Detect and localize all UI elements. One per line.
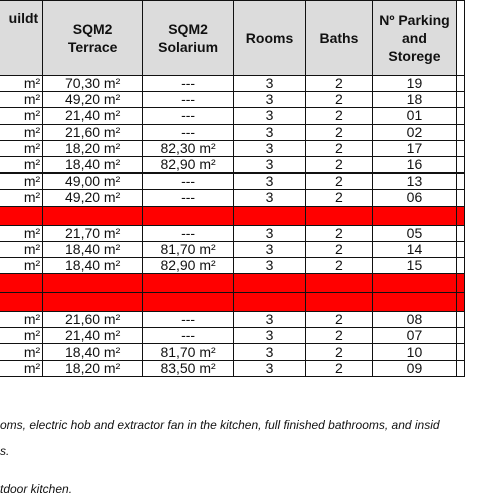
built-cell: m² [0,124,43,140]
solarium-cell: --- [143,92,234,108]
solarium-cell: 82,90 m² [143,257,234,273]
terrace-cell: 18,40 m² [43,241,143,257]
parking-cell: 13 [372,173,456,190]
table-header-row [0,1,465,76]
table-row [0,344,465,360]
header-parking: Nº Parking and Storege [372,1,456,76]
baths-cell: 2 [305,76,372,92]
rooms-cell: 3 [234,328,306,344]
terrace-cell: 21,40 m² [43,328,143,344]
parking-cell: 10 [372,344,456,360]
rooms-cell: 3 [234,190,306,206]
separator-cell [234,274,306,293]
built-cell: m² [0,76,43,92]
terrace-cell: 18,40 m² [43,257,143,273]
footnote-line-2: s. [0,444,10,458]
edge-cell [457,257,465,273]
terrace-cell: 70,30 m² [43,76,143,92]
rooms-cell: 3 [234,312,306,328]
solarium-cell: --- [143,225,234,241]
rooms-cell: 3 [234,76,306,92]
header-rooms: Rooms [234,1,306,76]
parking-cell: 17 [372,140,456,156]
table-row [0,241,465,257]
built-cell: m² [0,312,43,328]
rooms-cell: 3 [234,257,306,273]
separator-cell [234,293,306,312]
separator-cell [143,293,234,312]
baths-cell: 2 [305,92,372,108]
separator-cell [0,293,43,312]
edge-cell [457,156,465,173]
header-edge [457,1,465,76]
separator-cell [43,274,143,293]
solarium-cell: --- [143,190,234,206]
built-cell: m² [0,92,43,108]
separator-cell [43,206,143,225]
baths-cell: 2 [305,124,372,140]
edge-cell [457,124,465,140]
rooms-cell: 3 [234,241,306,257]
solarium-cell: 81,70 m² [143,241,234,257]
parking-cell: 02 [372,124,456,140]
edge-cell [457,92,465,108]
table-row [0,225,465,241]
table-row [0,76,465,92]
header-built: uildt [0,1,43,76]
edge-cell [457,108,465,124]
table-row [0,173,465,190]
edge-cell [457,360,465,376]
baths-cell: 2 [305,190,372,206]
parking-cell: 14 [372,241,456,257]
built-cell: m² [0,156,43,173]
separator-cell [0,206,43,225]
parking-cell: 08 [372,312,456,328]
separator-cell [372,274,456,293]
built-cell: m² [0,344,43,360]
baths-cell: 2 [305,344,372,360]
solarium-cell: 82,90 m² [143,156,234,173]
built-cell: m² [0,241,43,257]
rooms-cell: 3 [234,92,306,108]
table-row [0,190,465,206]
edge-cell [457,344,465,360]
terrace-cell: 21,40 m² [43,108,143,124]
terrace-cell: 21,70 m² [43,225,143,241]
separator-cell [43,293,143,312]
parking-cell: 09 [372,360,456,376]
solarium-cell: 81,70 m² [143,344,234,360]
header-solarium: SQM2 Solarium [143,1,234,76]
terrace-cell: 21,60 m² [43,312,143,328]
separator-row [0,206,465,225]
built-cell: m² [0,257,43,273]
solarium-cell: --- [143,328,234,344]
solarium-cell: --- [143,173,234,190]
table-row [0,140,465,156]
separator-row [0,274,465,293]
footnote-line-3: tdoor kitchen. [0,482,73,496]
separator-cell [0,274,43,293]
edge-cell [457,190,465,206]
edge-cell [457,241,465,257]
parking-cell: 06 [372,190,456,206]
parking-cell: 05 [372,225,456,241]
separator-cell [305,206,372,225]
parking-cell: 16 [372,156,456,173]
terrace-cell: 18,20 m² [43,140,143,156]
terrace-cell: 18,40 m² [43,156,143,173]
separator-cell [143,206,234,225]
edge-cell [457,225,465,241]
baths-cell: 2 [305,140,372,156]
header-terrace: SQM2 Terrace [43,1,143,76]
parking-cell: 19 [372,76,456,92]
parking-cell: 15 [372,257,456,273]
solarium-cell: --- [143,108,234,124]
separator-cell [305,293,372,312]
rooms-cell: 3 [234,156,306,173]
built-cell: m² [0,108,43,124]
rooms-cell: 3 [234,173,306,190]
terrace-cell: 49,20 m² [43,92,143,108]
parking-cell: 18 [372,92,456,108]
terrace-cell: 49,00 m² [43,173,143,190]
table-row [0,328,465,344]
solarium-cell: 83,50 m² [143,360,234,376]
separator-cell [457,206,465,225]
baths-cell: 2 [305,241,372,257]
edge-cell [457,173,465,190]
table-row [0,92,465,108]
terrace-cell: 18,20 m² [43,360,143,376]
separator-cell [457,274,465,293]
separator-row [0,293,465,312]
solarium-cell: --- [143,124,234,140]
baths-cell: 2 [305,360,372,376]
baths-cell: 2 [305,257,372,273]
rooms-cell: 3 [234,225,306,241]
edge-cell [457,328,465,344]
baths-cell: 2 [305,312,372,328]
separator-cell [372,293,456,312]
solarium-cell: --- [143,312,234,328]
table-row [0,312,465,328]
baths-cell: 2 [305,108,372,124]
parking-cell: 01 [372,108,456,124]
footnote-line-1: oms, electric hob and extractor fan in the kitchen, full finished bathrooms, and insid [0,418,440,432]
edge-cell [457,312,465,328]
solarium-cell: 82,30 m² [143,140,234,156]
built-cell: m² [0,173,43,190]
edge-cell [457,140,465,156]
baths-cell: 2 [305,156,372,173]
rooms-cell: 3 [234,360,306,376]
header-baths: Baths [305,1,372,76]
built-cell: m² [0,360,43,376]
separator-cell [234,206,306,225]
built-cell: m² [0,328,43,344]
parking-cell: 07 [372,328,456,344]
table-row [0,124,465,140]
built-cell: m² [0,225,43,241]
rooms-cell: 3 [234,108,306,124]
table-row [0,108,465,124]
separator-cell [372,206,456,225]
edge-cell [457,76,465,92]
table-row [0,257,465,273]
table-row [0,360,465,376]
separator-cell [457,293,465,312]
separator-cell [305,274,372,293]
terrace-cell: 21,60 m² [43,124,143,140]
baths-cell: 2 [305,173,372,190]
table-row [0,156,465,173]
baths-cell: 2 [305,225,372,241]
baths-cell: 2 [305,328,372,344]
table-body [0,76,465,377]
rooms-cell: 3 [234,140,306,156]
terrace-cell: 18,40 m² [43,344,143,360]
terrace-cell: 49,20 m² [43,190,143,206]
built-cell: m² [0,190,43,206]
solarium-cell: --- [143,76,234,92]
rooms-cell: 3 [234,124,306,140]
built-cell: m² [0,140,43,156]
rooms-cell: 3 [234,344,306,360]
separator-cell [143,274,234,293]
